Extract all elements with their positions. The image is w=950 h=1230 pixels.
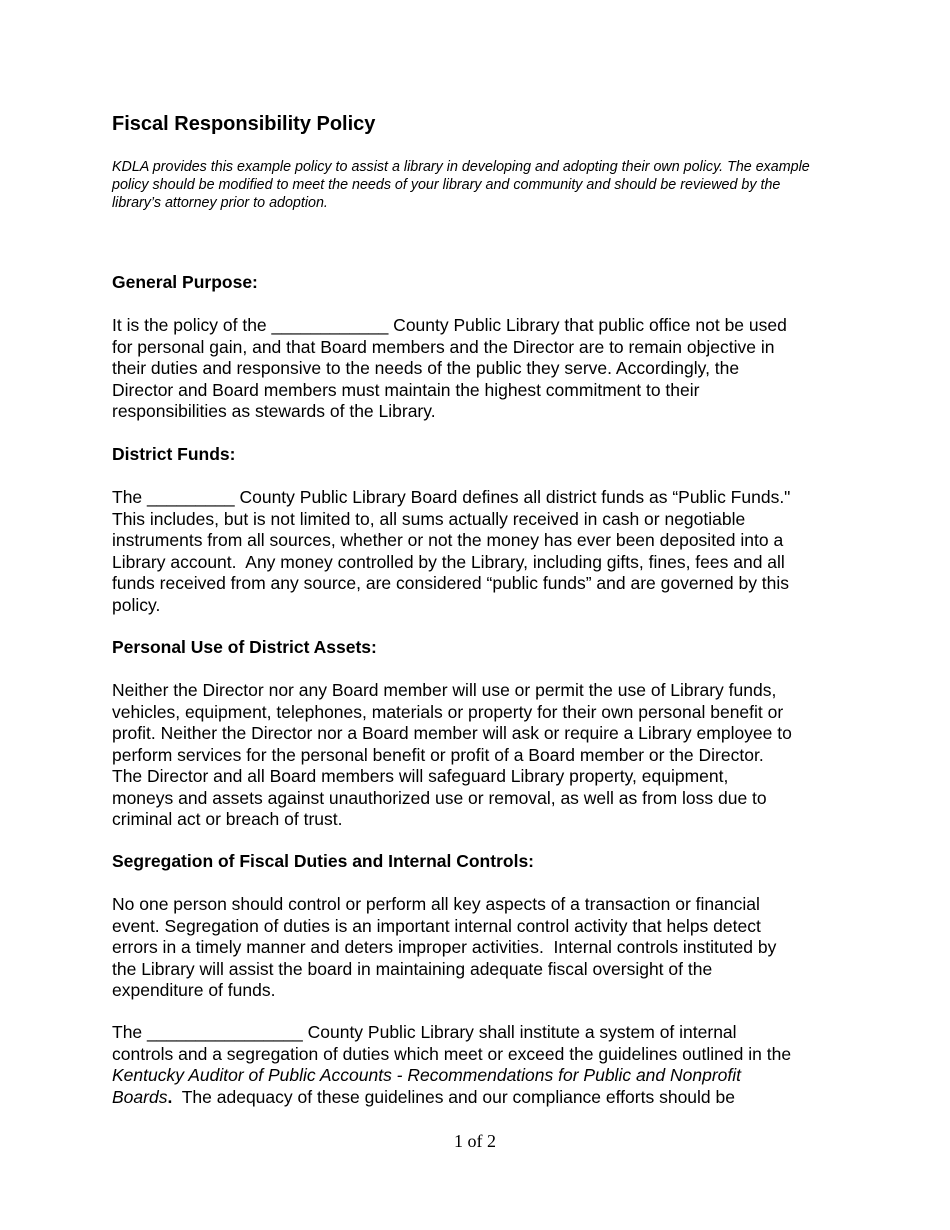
intro-note: KDLA provides this example policy to assist a library in developing and adopting their own policy. The example policy should be modified to meet the needs of your library and community and should be reviewed by the library’s attorney prior to adoption. bbox=[112, 159, 810, 211]
paragraph-line: Director and Board members must maintain the highest commitment to their bbox=[112, 379, 700, 400]
paragraph-line: It is the policy of the ____________ County Public Library that public office not be used bbox=[112, 315, 787, 335]
paragraph-line: vehicles, equipment, telephones, materials or property for their own personal benefit or bbox=[112, 701, 784, 722]
paragraph-district-funds bbox=[112, 487, 852, 616]
paragraph-line: The _________ County Public Library Board defines all district funds as “Public Funds." bbox=[112, 487, 791, 507]
paragraph-line: expenditure of funds. bbox=[112, 980, 276, 1000]
paragraph-line bbox=[112, 1065, 852, 1087]
paragraph-line: policy. bbox=[112, 594, 161, 615]
citation-title-end: Boards bbox=[112, 1086, 168, 1107]
paragraph-tail: The adequacy of these guidelines and our compliance efforts should be bbox=[172, 1086, 735, 1107]
paragraph-segregation bbox=[112, 894, 852, 1002]
paragraph-line: their duties and responsive to the needs of the public they serve. Accordingly, the bbox=[112, 358, 740, 378]
paragraph-line: for personal gain, and that Board members and the Director are to remain objective in bbox=[112, 336, 775, 357]
heading-segregation: Segregation of Fiscal Duties and Internal Controls: bbox=[112, 851, 534, 871]
paragraph-general-purpose bbox=[112, 315, 852, 423]
document-title: Fiscal Responsibility Policy bbox=[112, 113, 376, 135]
paragraph-line: criminal act or breach of trust. bbox=[112, 809, 343, 829]
page-number: 1 of 2 bbox=[454, 1131, 496, 1151]
paragraph-line: controls and a segregation of duties which meet or exceed the guidelines outlined in the bbox=[112, 1043, 792, 1064]
paragraph-line: This includes, but is not limited to, all sums actually received in cash or negotiable bbox=[112, 508, 746, 529]
heading-district-funds: District Funds: bbox=[112, 444, 236, 464]
paragraph-line: errors in a timely manner and deters improper activities. Internal controls instituted by bbox=[112, 937, 777, 957]
paragraph-line: funds received from any source, are considered “public funds” and are governed by this bbox=[112, 573, 790, 593]
paragraph-line: instruments from all sources, whether or not the money has ever been deposited into a bbox=[112, 530, 784, 550]
paragraph-line: Neither the Director nor any Board member will use or permit the use of Library funds, bbox=[112, 680, 777, 700]
paragraph-line: The Director and all Board members will safeguard Library property, equipment, bbox=[112, 766, 729, 786]
citation-title: Kentucky Auditor of Public Accounts - Recommendations for Public and Nonprofit bbox=[112, 1065, 742, 1085]
paragraph-line: No one person should control or perform all key aspects of a transaction or financial bbox=[112, 894, 760, 914]
heading-personal-use: Personal Use of District Assets: bbox=[112, 637, 377, 657]
citation-period: . bbox=[167, 1086, 173, 1107]
paragraph-internal-controls bbox=[112, 1022, 852, 1108]
paragraph-line: profit. Neither the Director nor a Board member will ask or require a Library employee to bbox=[112, 723, 792, 743]
paragraph-personal-use bbox=[112, 680, 852, 831]
paragraph-line: the Library will assist the board in maintaining adequate fiscal oversight of the bbox=[112, 958, 713, 979]
paragraph-line: responsibilities as stewards of the Library. bbox=[112, 401, 436, 421]
paragraph-line: Library account. Any money controlled by the Library, including gifts, fines, fees and all bbox=[112, 551, 785, 572]
paragraph-line: The ________________ County Public Library shall institute a system of internal bbox=[112, 1022, 737, 1042]
paragraph-line: perform services for the personal benefit or profit of a Board member or the Director. bbox=[112, 744, 764, 765]
paragraph-line: event. Segregation of duties is an important internal control activity that helps detect bbox=[112, 915, 761, 936]
paragraph-line bbox=[112, 1087, 852, 1109]
paragraph-line: moneys and assets against unauthorized use or removal, as well as from loss due to bbox=[112, 787, 767, 808]
heading-general-purpose: General Purpose: bbox=[112, 272, 258, 292]
